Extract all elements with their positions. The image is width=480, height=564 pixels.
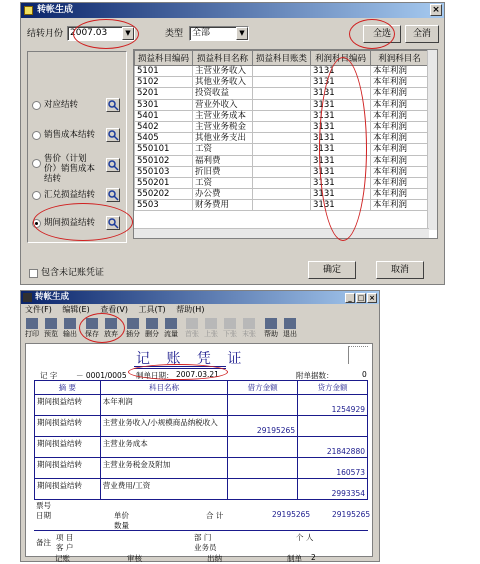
header-account: 科目名称 <box>100 381 227 395</box>
discard-icon <box>105 318 117 329</box>
table-cell[interactable]: 主营业务收入 <box>193 66 253 77</box>
customer-label: 客 户 <box>56 543 74 552</box>
radio-circle[interactable] <box>32 191 41 200</box>
type-label: 类型 <box>165 29 184 39</box>
account-table <box>134 50 429 211</box>
horizontal-scrollbar[interactable] <box>134 228 429 238</box>
entry-summary[interactable]: 期间损益结转 <box>35 458 101 479</box>
flow-icon <box>165 318 177 329</box>
close-icon[interactable]: × <box>367 293 377 303</box>
toolbar-button-exit[interactable] <box>281 317 299 340</box>
toolbar-label: 帮助 <box>264 330 278 338</box>
table-cell[interactable] <box>253 66 311 77</box>
month-select[interactable] <box>67 26 135 41</box>
entry-debit[interactable] <box>228 395 298 416</box>
table-cell[interactable]: 3131 <box>311 155 371 166</box>
table-cell[interactable]: 本年利润 <box>371 155 429 166</box>
table-cell[interactable]: 3131 <box>311 166 371 177</box>
toolbar <box>23 317 377 341</box>
amount-value: 160573 <box>336 468 365 477</box>
table-cell[interactable]: 550101 <box>135 144 193 155</box>
month-label: 结转月份 <box>27 29 64 39</box>
table-cell[interactable]: 3131 <box>311 177 371 188</box>
radio-label: 销售成本结转 <box>44 130 96 140</box>
type-value: 全部 <box>192 28 211 38</box>
quantity-label: 数量 <box>114 521 129 530</box>
table-cell[interactable]: 本年利润 <box>371 66 429 77</box>
entry-summary[interactable]: 期间损益结转 <box>35 395 101 416</box>
preparer-value: 2 <box>311 553 316 562</box>
voucher-header-row <box>35 381 368 395</box>
column-header[interactable]: 利润科目编码 <box>311 51 371 66</box>
table-cell[interactable] <box>253 166 311 177</box>
toolbar-button-discard[interactable] <box>102 317 120 340</box>
toolbar-button-next[interactable] <box>221 317 239 340</box>
table-row[interactable] <box>135 133 429 144</box>
ticket-label: 票号 <box>36 501 51 510</box>
help-icon <box>265 318 277 329</box>
select-all-button[interactable]: 全选 <box>363 25 401 43</box>
toolbar-label: 打印 <box>25 330 39 338</box>
radio-label: 汇兑损益结转 <box>44 190 96 200</box>
dept-label: 部 门 <box>194 533 212 542</box>
include-unposted-label: 包含未记账凭证 <box>41 268 105 278</box>
menu-tools[interactable]: 工具(T) <box>138 305 166 314</box>
vertical-scrollbar[interactable] <box>427 50 437 230</box>
radio-label: 对应结转 <box>44 100 79 110</box>
window-controls <box>344 292 377 305</box>
table-cell[interactable] <box>253 88 311 99</box>
entry-debit[interactable] <box>228 458 298 479</box>
table-cell[interactable]: 3131 <box>311 133 371 144</box>
table-cell[interactable] <box>253 177 311 188</box>
table-cell[interactable]: 550202 <box>135 189 193 200</box>
close-button[interactable]: × <box>430 4 442 16</box>
ok-button[interactable]: 确定 <box>308 261 356 279</box>
table-cell[interactable]: 财务费用 <box>193 200 253 211</box>
include-unposted-checkbox[interactable] <box>29 269 38 278</box>
app-icon <box>24 6 33 15</box>
total-credit: 29195265 <box>332 510 371 519</box>
voucher-type: 记 字 <box>40 371 58 380</box>
cancel-button[interactable]: 取消 <box>376 261 424 279</box>
table-cell[interactable]: 3131 <box>311 189 371 200</box>
table-cell[interactable]: 本年利润 <box>371 121 429 132</box>
voucher-entry-row[interactable] <box>35 416 368 437</box>
salesman-label: 业务员 <box>194 543 217 552</box>
table-cell[interactable]: 本年利润 <box>371 133 429 144</box>
table-cell[interactable] <box>253 189 311 200</box>
table-cell[interactable]: 本年利润 <box>371 144 429 155</box>
month-value: 2007.03 <box>70 28 108 38</box>
toolbar-label: 末张 <box>242 330 256 338</box>
menu-file[interactable]: 文件(F) <box>25 305 52 314</box>
column-header[interactable]: 损益科目编码 <box>135 51 193 66</box>
voucher-table <box>34 380 368 500</box>
table-cell[interactable]: 5405 <box>135 133 193 144</box>
toolbar-button-help[interactable] <box>262 317 280 340</box>
next-icon <box>224 318 236 329</box>
prev-icon <box>205 318 217 329</box>
table-cell[interactable]: 5401 <box>135 110 193 121</box>
table-cell[interactable]: 5402 <box>135 121 193 132</box>
toolbar-label: 首张 <box>185 330 199 338</box>
toolbar-button-save[interactable] <box>83 317 101 340</box>
table-row[interactable] <box>135 77 429 88</box>
table-cell[interactable]: 550201 <box>135 177 193 188</box>
toolbar-label: 输出 <box>63 330 77 338</box>
voucher-entry-row[interactable] <box>35 437 368 458</box>
toolbar-button-delete[interactable] <box>143 317 161 340</box>
header-credit: 贷方金额 <box>298 381 368 395</box>
toolbar-label: 退出 <box>283 330 297 338</box>
amount-value: 21842880 <box>326 447 365 456</box>
table-cell[interactable]: 主营业务成本 <box>193 110 253 121</box>
table-cell[interactable]: 投资收益 <box>193 88 253 99</box>
transfer-type-panel <box>27 51 127 243</box>
toolbar-label: 上张 <box>204 330 218 338</box>
voucher-body <box>35 395 368 500</box>
entry-debit[interactable] <box>228 479 298 500</box>
table-cell[interactable]: 本年利润 <box>371 189 429 200</box>
table-cell[interactable] <box>253 110 311 121</box>
table-row[interactable] <box>135 177 429 188</box>
chevron-down-icon[interactable]: ▼ <box>236 27 248 40</box>
table-cell[interactable]: 3131 <box>311 99 371 110</box>
entry-summary[interactable]: 期间损益结转 <box>35 479 101 500</box>
header-debit: 借方金额 <box>228 381 298 395</box>
chevron-down-icon[interactable]: ▼ <box>122 27 134 40</box>
table-cell[interactable]: 本年利润 <box>371 177 429 188</box>
entry-credit[interactable] <box>298 395 368 416</box>
radio-label: 售价（计划价）销售成本结转 <box>44 154 96 184</box>
table-cell[interactable]: 3131 <box>311 200 371 211</box>
toolbar-button-insert[interactable] <box>124 317 142 340</box>
window-titlebar <box>21 291 379 304</box>
table-cell[interactable]: 3131 <box>311 110 371 121</box>
account-grid <box>133 49 438 239</box>
voucher-entry-row[interactable] <box>35 395 368 416</box>
date-value[interactable]: 2007.03.21 <box>176 370 219 379</box>
voucher-title: 记 账 凭 证 <box>136 351 248 367</box>
table-cell[interactable]: 5101 <box>135 66 193 77</box>
table-cell[interactable]: 折旧费 <box>193 166 253 177</box>
first-icon <box>186 318 198 329</box>
table-cell[interactable]: 其他业务收入 <box>193 77 253 88</box>
table-cell[interactable]: 福利费 <box>193 155 253 166</box>
toolbar-label: 放弃 <box>104 330 118 338</box>
table-cell[interactable]: 本年利润 <box>371 99 429 110</box>
minimize-icon[interactable]: _ <box>345 293 355 303</box>
entry-credit[interactable] <box>298 479 368 500</box>
entry-account[interactable]: 主营业务税金及附加 <box>100 458 227 479</box>
table-row[interactable] <box>135 121 429 132</box>
table-cell[interactable] <box>253 77 311 88</box>
entry-credit[interactable] <box>298 416 368 437</box>
radio-circle[interactable] <box>32 219 41 228</box>
amount-value: 29195265 <box>256 426 296 435</box>
table-cell[interactable] <box>253 155 311 166</box>
radio-circle[interactable] <box>32 159 41 168</box>
toolbar-label: 插分 <box>126 330 140 338</box>
table-cell[interactable]: 本年利润 <box>371 110 429 121</box>
table-cell[interactable]: 工资 <box>193 144 253 155</box>
amount-value: 1254929 <box>331 405 365 414</box>
signoff-bookkeeping: 记账 <box>55 554 70 563</box>
table-cell[interactable]: 营业外收入 <box>193 99 253 110</box>
radio-circle[interactable] <box>32 101 41 110</box>
table-cell[interactable]: 5301 <box>135 99 193 110</box>
toolbar-label: 下张 <box>223 330 237 338</box>
entry-account[interactable]: 主营业务成本 <box>100 437 227 458</box>
table-cell[interactable]: 3131 <box>311 77 371 88</box>
table-row[interactable] <box>135 99 429 110</box>
radio-exchange-transfer[interactable] <box>32 186 126 206</box>
table-row[interactable] <box>135 88 429 99</box>
table-cell[interactable] <box>253 200 311 211</box>
table-row[interactable] <box>135 66 429 77</box>
unit-price-label: 单价 <box>114 511 129 520</box>
table-cell[interactable]: 3131 <box>311 88 371 99</box>
table-cell[interactable]: 550102 <box>135 155 193 166</box>
table-cell[interactable]: 5102 <box>135 77 193 88</box>
dialog-title: 转帐生成 <box>37 5 74 15</box>
dialog-titlebar <box>21 3 444 18</box>
table-cell[interactable] <box>253 144 311 155</box>
voucher-entry-row[interactable] <box>35 479 368 500</box>
header-summary: 摘 要 <box>35 381 101 395</box>
account-table-body <box>135 66 429 211</box>
table-cell[interactable]: 3131 <box>311 144 371 155</box>
radio-corresponding-transfer[interactable] <box>32 96 126 116</box>
toolbar-label: 预览 <box>44 330 58 338</box>
preview-icon <box>45 318 57 329</box>
toolbar-button-export[interactable] <box>61 317 79 340</box>
person-label: 个 人 <box>296 533 314 542</box>
entry-summary[interactable]: 期间损益结转 <box>35 416 101 437</box>
type-select[interactable] <box>189 26 249 41</box>
table-cell[interactable]: 本年利润 <box>371 200 429 211</box>
signoff-review: 审核 <box>127 554 142 563</box>
entry-debit[interactable] <box>228 437 298 458</box>
table-row[interactable] <box>135 166 429 177</box>
table-cell[interactable] <box>253 99 311 110</box>
menu-edit[interactable]: 编辑(E) <box>62 305 90 314</box>
entry-credit[interactable] <box>298 437 368 458</box>
toolbar-button-prev[interactable] <box>202 317 220 340</box>
app-icon <box>23 293 32 302</box>
voucher-entry-row[interactable] <box>35 458 368 479</box>
search-icon[interactable] <box>106 216 120 230</box>
total-debit: 29195265 <box>272 510 311 519</box>
entry-debit[interactable] <box>228 416 298 437</box>
transfer-generate-dialog <box>20 2 445 285</box>
entry-credit[interactable] <box>298 458 368 479</box>
toolbar-label: 删分 <box>145 330 159 338</box>
delete-icon <box>146 318 158 329</box>
attachments-label: 附单据数： <box>296 371 334 380</box>
entry-account[interactable]: 本年利润 <box>100 395 227 416</box>
insert-icon <box>127 318 139 329</box>
table-cell[interactable]: 3131 <box>311 121 371 132</box>
signoff-preparer: 制单 <box>287 554 302 563</box>
table-cell[interactable]: 工资 <box>193 177 253 188</box>
entry-account[interactable]: 主营业务收入/小规模商品纳税收入 <box>100 416 227 437</box>
voucher-window <box>20 290 380 562</box>
radio-period-pl-transfer[interactable] <box>32 214 126 234</box>
entry-summary[interactable]: 期间损益结转 <box>35 437 101 458</box>
table-cell[interactable]: 5503 <box>135 200 193 211</box>
title-underline <box>134 366 226 367</box>
toolbar-button-flow[interactable] <box>162 317 180 340</box>
table-row[interactable] <box>135 189 429 200</box>
title-underline <box>134 368 226 369</box>
seal-box <box>348 346 368 364</box>
toolbar-label: 保存 <box>85 330 99 338</box>
radio-circle[interactable] <box>32 131 41 140</box>
attachments-value[interactable]: 0 <box>362 370 367 379</box>
note-label: 备注 <box>36 538 51 547</box>
maximize-icon[interactable]: □ <box>357 294 365 302</box>
search-icon[interactable] <box>106 158 120 172</box>
menu-bar <box>21 304 379 316</box>
table-cell[interactable]: 5201 <box>135 88 193 99</box>
toolbar-button-preview[interactable] <box>42 317 60 340</box>
column-header[interactable]: 损益科目名称 <box>193 51 253 66</box>
table-cell[interactable]: 办公费 <box>193 189 253 200</box>
table-header-row <box>135 51 429 66</box>
printer-icon <box>26 318 38 329</box>
search-icon[interactable] <box>106 98 120 112</box>
toolbar-button-last[interactable] <box>240 317 258 340</box>
voucher-note-row <box>34 530 368 552</box>
window-title: 转帐生成 <box>35 292 70 302</box>
amount-value: 2993354 <box>331 489 365 498</box>
table-cell[interactable]: 本年利润 <box>371 166 429 177</box>
column-header[interactable]: 损益科目账类 <box>253 51 311 66</box>
table-row[interactable] <box>135 155 429 166</box>
menu-help[interactable]: 帮助(H) <box>176 305 205 314</box>
voucher-sheet <box>25 343 373 557</box>
table-cell[interactable]: 550103 <box>135 166 193 177</box>
search-icon[interactable] <box>106 128 120 142</box>
save-icon <box>86 318 98 329</box>
project-label: 项 目 <box>56 533 74 542</box>
exit-icon <box>284 318 296 329</box>
menu-view[interactable]: 查看(V) <box>100 305 128 314</box>
date-row-label: 日期 <box>36 511 51 520</box>
table-cell[interactable]: 本年利润 <box>371 88 429 99</box>
radio-sales-cost-transfer[interactable] <box>32 126 126 146</box>
entry-account[interactable]: 营业费用/工资 <box>100 479 227 500</box>
filter-row <box>27 25 438 43</box>
signoff-cashier: 出纳 <box>207 554 222 563</box>
table-cell[interactable]: 本年利润 <box>371 77 429 88</box>
radio-price-cost-transfer[interactable] <box>32 154 126 184</box>
voucher-number: － 0001/0005 <box>76 371 127 380</box>
radio-label: 期间损益结转 <box>44 218 96 228</box>
table-cell[interactable]: 主营业务税金 <box>193 121 253 132</box>
toolbar-button-first[interactable] <box>183 317 201 340</box>
date-label: 制单日期： <box>136 371 174 380</box>
table-cell[interactable]: 其他业务支出 <box>193 133 253 144</box>
table-row[interactable] <box>135 200 429 211</box>
search-icon[interactable] <box>106 188 120 202</box>
toolbar-label: 流量 <box>164 330 178 338</box>
column-header[interactable]: 利润科目名 <box>371 51 429 66</box>
export-icon <box>64 318 76 329</box>
table-row[interactable] <box>135 110 429 121</box>
last-icon <box>243 318 255 329</box>
voucher-signoff <box>55 553 375 563</box>
table-row[interactable] <box>135 144 429 155</box>
table-cell[interactable] <box>253 121 311 132</box>
clear-all-button[interactable]: 全消 <box>405 25 439 43</box>
table-cell[interactable] <box>253 133 311 144</box>
total-label: 合 计 <box>206 511 224 520</box>
table-cell[interactable]: 3131 <box>311 66 371 77</box>
toolbar-button-printer[interactable] <box>23 317 41 340</box>
